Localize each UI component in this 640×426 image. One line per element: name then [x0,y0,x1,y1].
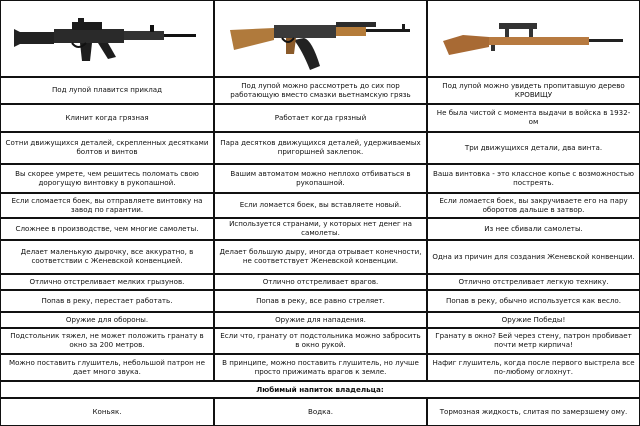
drink-row [0,398,640,426]
table-row [0,328,640,354]
table-row [0,132,640,164]
rifle-m16-icon [1,1,213,76]
mosin-cell: Если ломается боек, вы закручиваете его на пару оборотов дальше в затвор. [427,193,640,218]
m16-cell: Попав в реку, перестает работать. [0,290,214,312]
ak47-cell: Пара десятков движущихся деталей, удерживаемых пригоршней заклепок. [214,132,427,164]
m16-cell: Если сломается боек, вы отправляете винтовку на завод по гарантии. [0,193,214,218]
mosin-cell: Не была чистой с момента выдачи в войска в 1932-ом [427,104,640,132]
rifle-ak47-icon [215,1,426,76]
m16-cell: Под лупой плавится приклад [0,77,214,104]
table-row [0,164,640,193]
table-row [0,354,640,381]
drink-header: Любимый напиток владельца: [0,381,640,398]
m16-cell: Можно поставить глушитель, небольшой патрон не дает много звука. [0,354,214,381]
ak47-cell: Оружие для нападения. [214,312,427,328]
table-row [0,104,640,132]
ak47-cell: Если ломается боек, вы вставляете новый. [214,193,427,218]
m16-image-cell [0,0,214,77]
m16-cell: Делает маленькую дырочку, все аккуратно, в соответствии с Женевской конвенцией. [0,240,214,274]
mosin-cell: Три движущихся детали, два винта. [427,132,640,164]
table-row [0,193,640,218]
m16-cell: Отлично отстреливает мелких грызунов. [0,274,214,290]
table-row [0,218,640,240]
mosin-image-cell [427,0,640,77]
mosin-cell: Отлично отстреливает легкую технику. [427,274,640,290]
ak47-cell: Вашим автоматом можно неплохо отбиваться в рукопашной. [214,164,427,193]
mosin-drink: Тормозная жидкость, слитая по замерзшему ому. [427,398,640,426]
ak47-cell: Отлично отстреливает врагов. [214,274,427,290]
mosin-cell: Одна из причин для создания Женевской конвенции. [427,240,640,274]
m16-cell: Оружие для обороны. [0,312,214,328]
m16-cell: Вы скорее умрете, чем решитесь поломать свою дорогущую винтовку в рукопашной. [0,164,214,193]
mosin-cell: Гранату в окно? Бей через стену, патрон пробивает почти метр кирпича! [427,328,640,354]
m16-cell: Сотни движущихся деталей, скрепленных десятками болтов и винтов [0,132,214,164]
ak47-cell: Работает когда грязный [214,104,427,132]
ak47-image-cell [214,0,427,77]
ak47-cell: Попав в реку, все равно стреляет. [214,290,427,312]
table-row [0,240,640,274]
ak47-cell: Если что, гранату от подстольника можно забросить в окно рукой. [214,328,427,354]
ak47-drink: Водка. [214,398,427,426]
m16-cell: Клинит когда грязная [0,104,214,132]
drink-header-row [0,381,640,398]
rifle-mosin-icon [428,1,639,76]
mosin-cell: Попав в реку, обычно используется как весло. [427,290,640,312]
ak47-cell: В принципе, можно поставить глушитель, но лучше просто прижимать врагов к земле. [214,354,427,381]
table-row [0,274,640,290]
ak47-cell: Под лупой можно рассмотреть до сих пор работающую вместо смазки вьетнамскую грязь [214,77,427,104]
table-row [0,290,640,312]
mosin-cell: Под лупой можно увидеть пропитавшую дерево КРОВИЩУ [427,77,640,104]
mosin-cell: Из нее сбивали самолеты. [427,218,640,240]
m16-cell: Подстольник тяжел, не может положить гранату в окно за 200 метров. [0,328,214,354]
table-row [0,312,640,328]
table-row [0,77,640,104]
m16-cell: Сложнее в производстве, чем многие самолеты. [0,218,214,240]
weapon-header-row [0,0,640,77]
mosin-cell: Ваша винтовка - это классное копье с возможностью постреять. [427,164,640,193]
ak47-cell: Делает большую дыру, иногда отрывает конечности, не соответствует Женевской конвенции. [214,240,427,274]
ak47-cell: Используется странами, у которых нет денег на самолеты. [214,218,427,240]
mosin-cell: Оружие Победы! [427,312,640,328]
m16-drink: Коньяк. [0,398,214,426]
mosin-cell: Нафиг глушитель, когда после первого выстрела все по-любому оглохнут. [427,354,640,381]
